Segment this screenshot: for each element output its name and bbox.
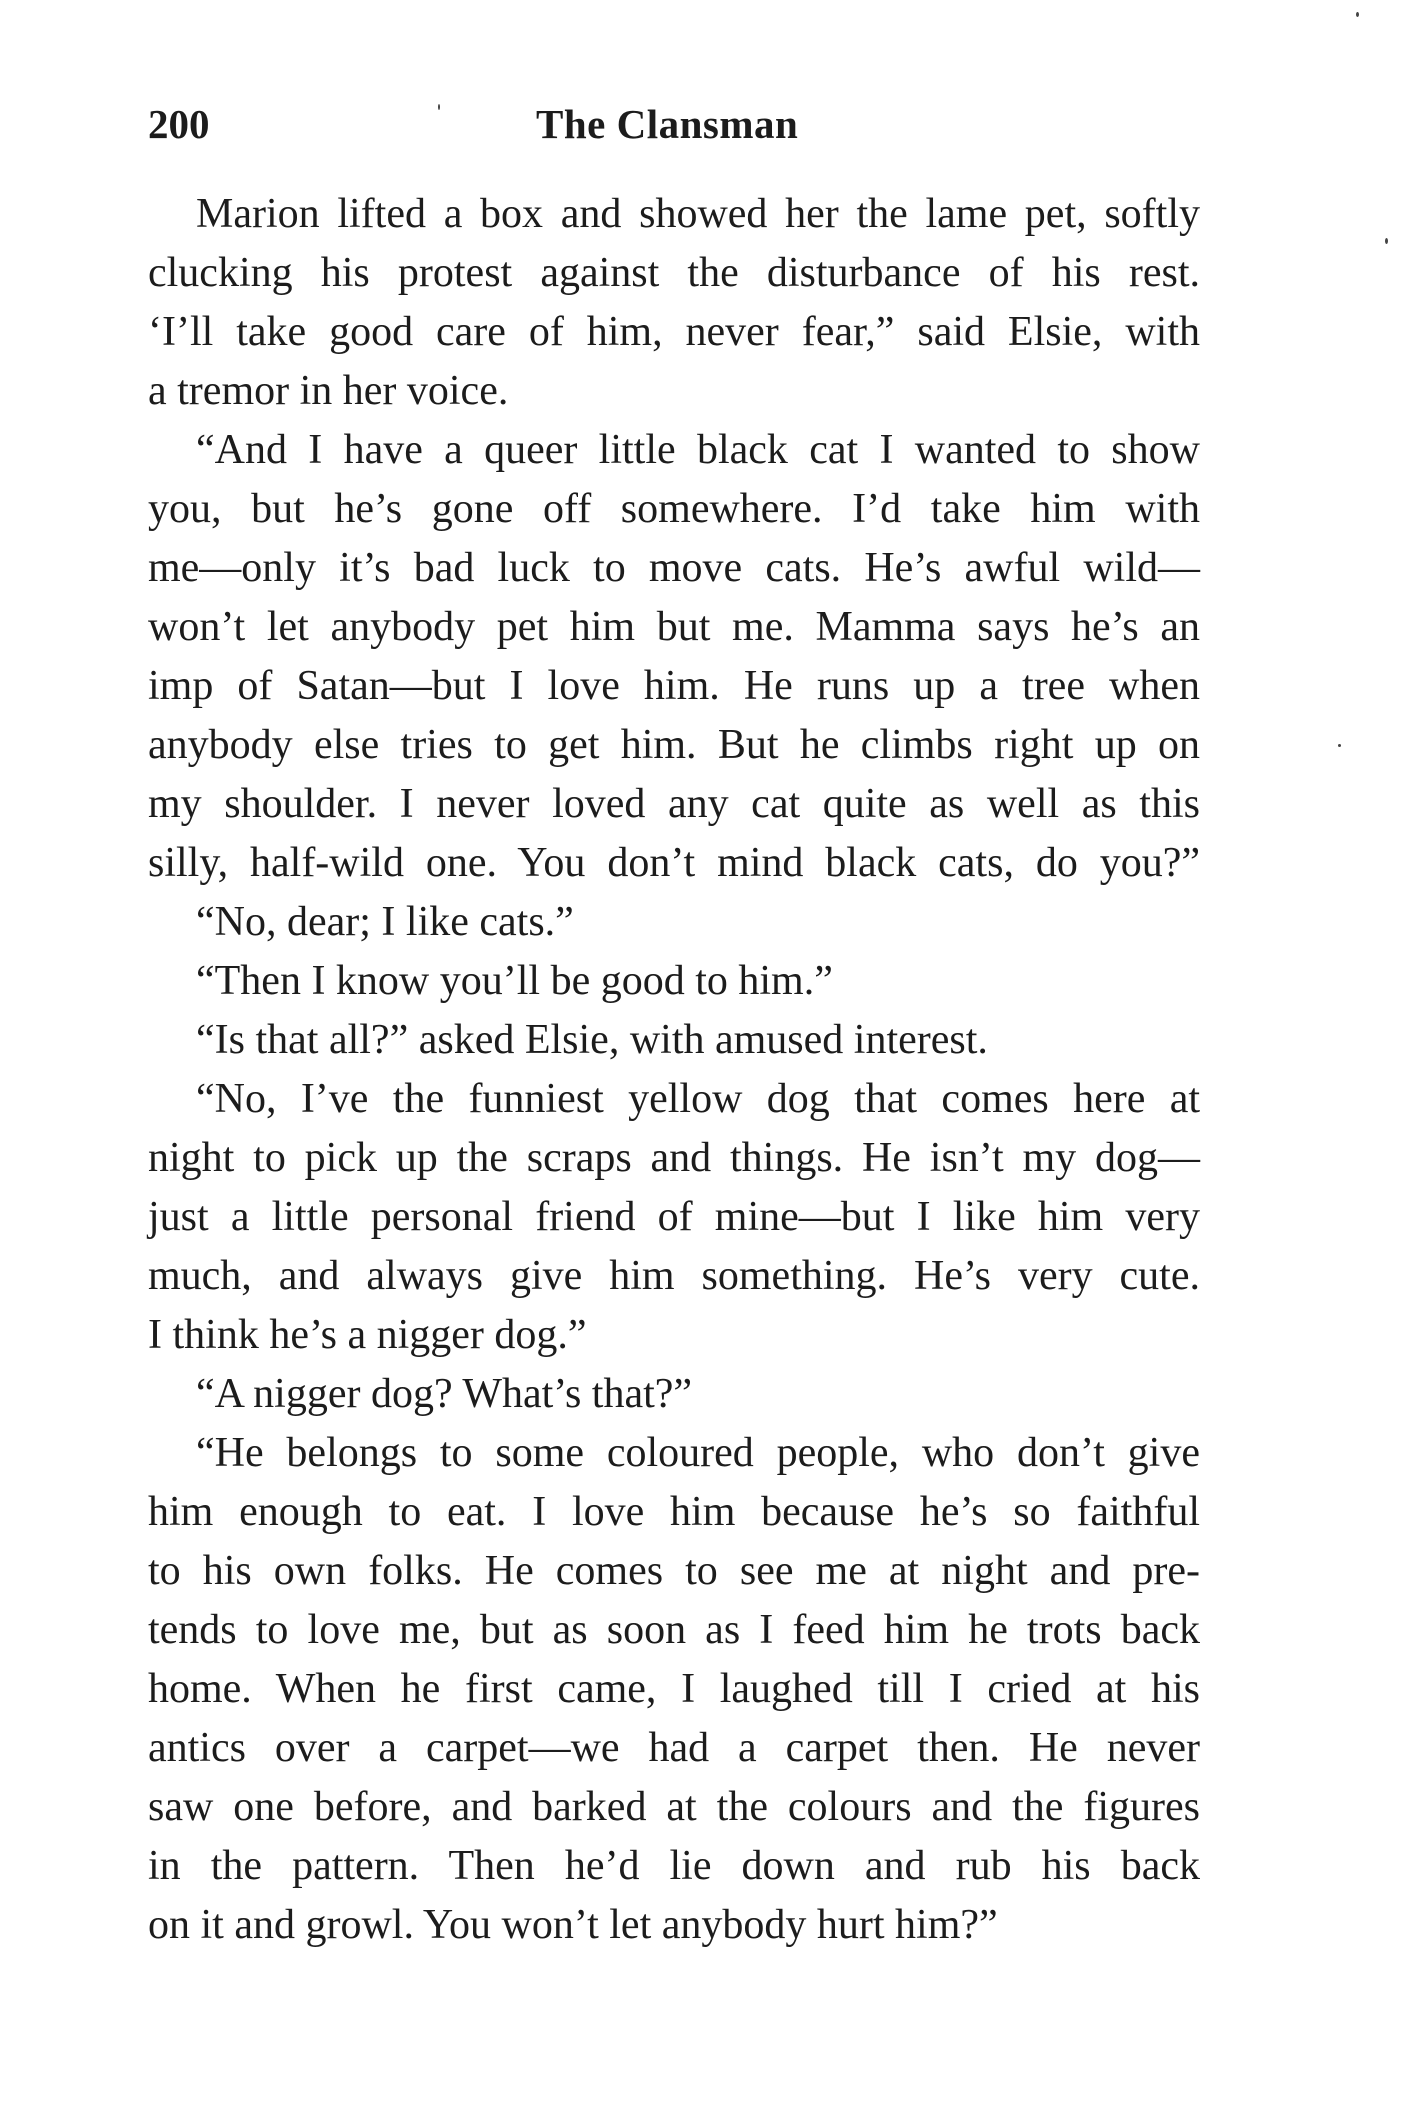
text-line: you, but he’s gone off somewhere. I’d take him with bbox=[148, 486, 1200, 532]
text-line: me—only it’s bad luck to move cats. He’s awful wild— bbox=[148, 545, 1200, 591]
text-line: anybody else tries to get him. But he climbs right up on bbox=[148, 722, 1200, 768]
text-line: my shoulder. I never loved any cat quite as well as this bbox=[148, 781, 1200, 827]
text-line: much, and always give him something. He’s very cute. bbox=[148, 1253, 1200, 1299]
running-title: The Clansman bbox=[536, 101, 799, 147]
text-line: clucking his protest against the disturbance of his rest. bbox=[148, 250, 1200, 296]
text-line: just a little personal friend of mine—but I like him very bbox=[148, 1194, 1200, 1240]
text-line: tends to love me, but as soon as I feed him he trots back bbox=[148, 1607, 1200, 1653]
text-line: night to pick up the scraps and things. He isn’t my dog— bbox=[148, 1135, 1200, 1181]
text-line: “No, I’ve the funniest yellow dog that comes here at bbox=[196, 1076, 1200, 1122]
page-header bbox=[148, 100, 1200, 170]
text-line: ‘I’ll take good care of him, never fear,” said Elsie, with bbox=[148, 309, 1200, 355]
scan-speck bbox=[1385, 238, 1388, 244]
text-line: “Is that all?” asked Elsie, with amused interest. bbox=[196, 1017, 988, 1063]
text-line: “Then I know you’ll be good to him.” bbox=[196, 958, 833, 1004]
text-line: Marion lifted a box and showed her the lame pet, softly bbox=[196, 191, 1200, 237]
text-line: him enough to eat. I love him because he’s so faithful bbox=[148, 1489, 1200, 1535]
text-line: in the pattern. Then he’d lie down and rub his back bbox=[148, 1843, 1200, 1889]
text-line: on it and growl. You won’t let anybody hurt him?” bbox=[148, 1902, 998, 1948]
body-text bbox=[148, 185, 1200, 1955]
scan-speck bbox=[1356, 12, 1359, 17]
text-line: antics over a carpet—we had a carpet then. He never bbox=[148, 1725, 1200, 1771]
text-line: “He belongs to some coloured people, who don’t give bbox=[196, 1430, 1200, 1476]
text-line: “A nigger dog? What’s that?” bbox=[196, 1371, 693, 1417]
text-line: home. When he first came, I laughed till I cried at his bbox=[148, 1666, 1200, 1712]
page-number: 200 bbox=[148, 101, 210, 147]
text-line: to his own folks. He comes to see me at night and pre- bbox=[148, 1548, 1200, 1594]
text-line: silly, half-wild one. You don’t mind black cats, do you?” bbox=[148, 840, 1200, 886]
text-line: “And I have a queer little black cat I wanted to show bbox=[196, 427, 1200, 473]
scan-speck bbox=[1338, 744, 1341, 747]
text-line: won’t let anybody pet him but me. Mamma says he’s an bbox=[148, 604, 1200, 650]
text-line: I think he’s a nigger dog.” bbox=[148, 1312, 587, 1358]
text-line: a tremor in her voice. bbox=[148, 368, 509, 414]
scan-speck bbox=[438, 104, 440, 110]
text-line: “No, dear; I like cats.” bbox=[196, 899, 574, 945]
text-line: saw one before, and barked at the colours and the figures bbox=[148, 1784, 1200, 1830]
text-line: imp of Satan—but I love him. He runs up a tree when bbox=[148, 663, 1200, 709]
